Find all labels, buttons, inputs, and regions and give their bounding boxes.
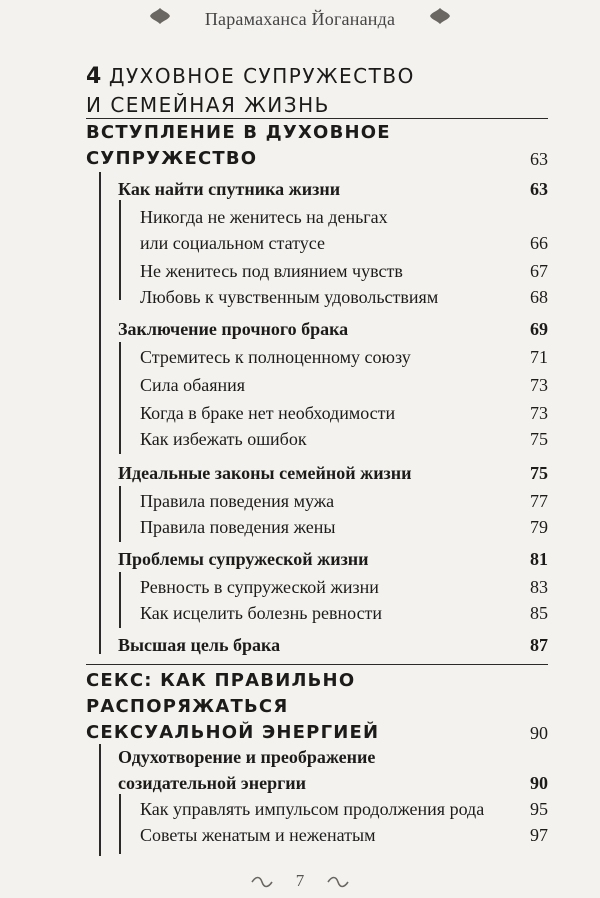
ornament-icon [148, 6, 172, 26]
page-number: 63 [530, 179, 548, 199]
toc-entry-label: Проблемы супружеской жизни [118, 549, 369, 569]
page-number: 77 [530, 491, 548, 511]
chapter-title-line2: И СЕМЕЙНАЯ ЖИЗНЬ [86, 93, 330, 117]
toc-entry[interactable] [140, 204, 548, 256]
divider [86, 664, 548, 665]
toc-entry-label: Как управлять импульсом продолжения рода [140, 799, 485, 819]
vertical-rule [119, 342, 121, 454]
page-number: 73 [530, 403, 548, 423]
vertical-rule [119, 572, 121, 628]
vertical-rule [119, 200, 121, 300]
page-number: 75 [530, 429, 548, 449]
chapter-number: 4 [86, 64, 103, 89]
toc-entry[interactable] [140, 258, 548, 284]
toc-entry-label: Как найти спутника жизни [118, 179, 341, 199]
page-number: 90 [530, 723, 548, 743]
toc-entry[interactable] [118, 316, 548, 342]
toc-entry-label: Идеальные законы семейной жизни [118, 463, 412, 483]
page-number: 83 [530, 577, 548, 597]
page-number: 95 [530, 799, 548, 819]
section-title-line2: СУПРУЖЕСТВО [86, 148, 258, 169]
vertical-rule [99, 172, 101, 654]
toc-entry[interactable] [118, 176, 548, 202]
page-number: 68 [530, 287, 548, 307]
toc-entry-label: Одухотворение и преображение [118, 747, 376, 767]
vertical-rule [99, 744, 101, 856]
section-title-line1: ВСТУПЛЕНИЕ В ДУХОВНОЕ [86, 122, 391, 143]
toc-entry[interactable] [140, 600, 548, 626]
toc-entry[interactable] [118, 546, 548, 572]
toc-entry-label: Стремитесь к полноценному союзу [140, 347, 411, 367]
toc-entry-label: Ревность в супружеской жизни [140, 577, 379, 597]
page-number: 69 [530, 319, 548, 339]
page-number: 63 [530, 149, 548, 169]
running-header-title: Парамаханса Йогананда [204, 8, 396, 29]
toc-entry[interactable] [140, 574, 548, 600]
ornament-icon [326, 872, 350, 892]
toc-entry-label: Высшая цель брака [118, 635, 281, 655]
running-footer [0, 868, 600, 894]
toc-entry[interactable] [140, 372, 548, 398]
section-title-line1: СЕКС: КАК ПРАВИЛЬНО [86, 670, 356, 691]
toc-entry[interactable] [140, 514, 548, 540]
toc-entry-label: Не женитесь под влиянием чувств [140, 261, 403, 281]
page-number: 66 [530, 233, 548, 253]
section-title-line3: СЕКСУАЛЬНОЙ ЭНЕРГИЕЙ [86, 722, 380, 743]
toc-entry[interactable] [140, 426, 548, 452]
toc-entry[interactable] [118, 460, 548, 486]
toc-entry-label: Правила поведения жены [140, 517, 336, 537]
toc-entry-label: Сила обаяния [140, 375, 246, 395]
vertical-rule [119, 794, 121, 854]
toc-section-sex [86, 668, 548, 746]
page-number: 87 [530, 635, 548, 655]
page-number: 71 [530, 347, 548, 367]
toc-entry-label: Любовь к чувственным удовольствиям [140, 287, 439, 307]
toc-section-intro [86, 120, 548, 172]
toc-entry[interactable] [140, 796, 548, 822]
page-number: 75 [530, 463, 548, 483]
section-title-line2: РАСПОРЯЖАТЬСЯ [86, 696, 289, 717]
page-footer-number: 7 [295, 871, 305, 890]
page-number: 85 [530, 603, 548, 623]
running-header [0, 6, 600, 32]
toc-entry-label: Когда в браке нет необходимости [140, 403, 396, 423]
divider [86, 118, 548, 119]
page-number: 81 [530, 549, 548, 569]
toc-entry[interactable] [140, 284, 548, 310]
page-number: 97 [530, 825, 548, 845]
toc-entry[interactable] [140, 344, 548, 370]
toc-entry-label: Никогда не женитесь на деньгах [140, 207, 388, 227]
page-number: 73 [530, 375, 548, 395]
page-number: 90 [530, 773, 548, 793]
toc-entry-label: созидательной энергии [118, 773, 306, 793]
toc-entry-label: Заключение прочного брака [118, 319, 349, 339]
chapter-title-line1: ДУХОВНОЕ СУПРУЖЕСТВО [108, 64, 415, 88]
toc-entry-label: Правила поведения мужа [140, 491, 335, 511]
page-number: 79 [530, 517, 548, 537]
toc-entry[interactable] [140, 400, 548, 426]
toc-entry[interactable] [140, 822, 548, 848]
toc-entry-label: или социальном статусе [140, 233, 325, 253]
page-number: 67 [530, 261, 548, 281]
ornament-icon [428, 6, 452, 26]
toc-entry[interactable] [118, 744, 548, 796]
toc-entry[interactable] [118, 632, 548, 658]
toc-entry-label: Как исцелить болезнь ревности [140, 603, 383, 623]
toc-entry-label: Как избежать ошибок [140, 429, 307, 449]
chapter-heading [86, 62, 546, 119]
vertical-rule [119, 486, 121, 542]
toc-entry-label: Советы женатым и неженатым [140, 825, 376, 845]
ornament-icon [250, 872, 274, 892]
toc-entry[interactable] [140, 488, 548, 514]
